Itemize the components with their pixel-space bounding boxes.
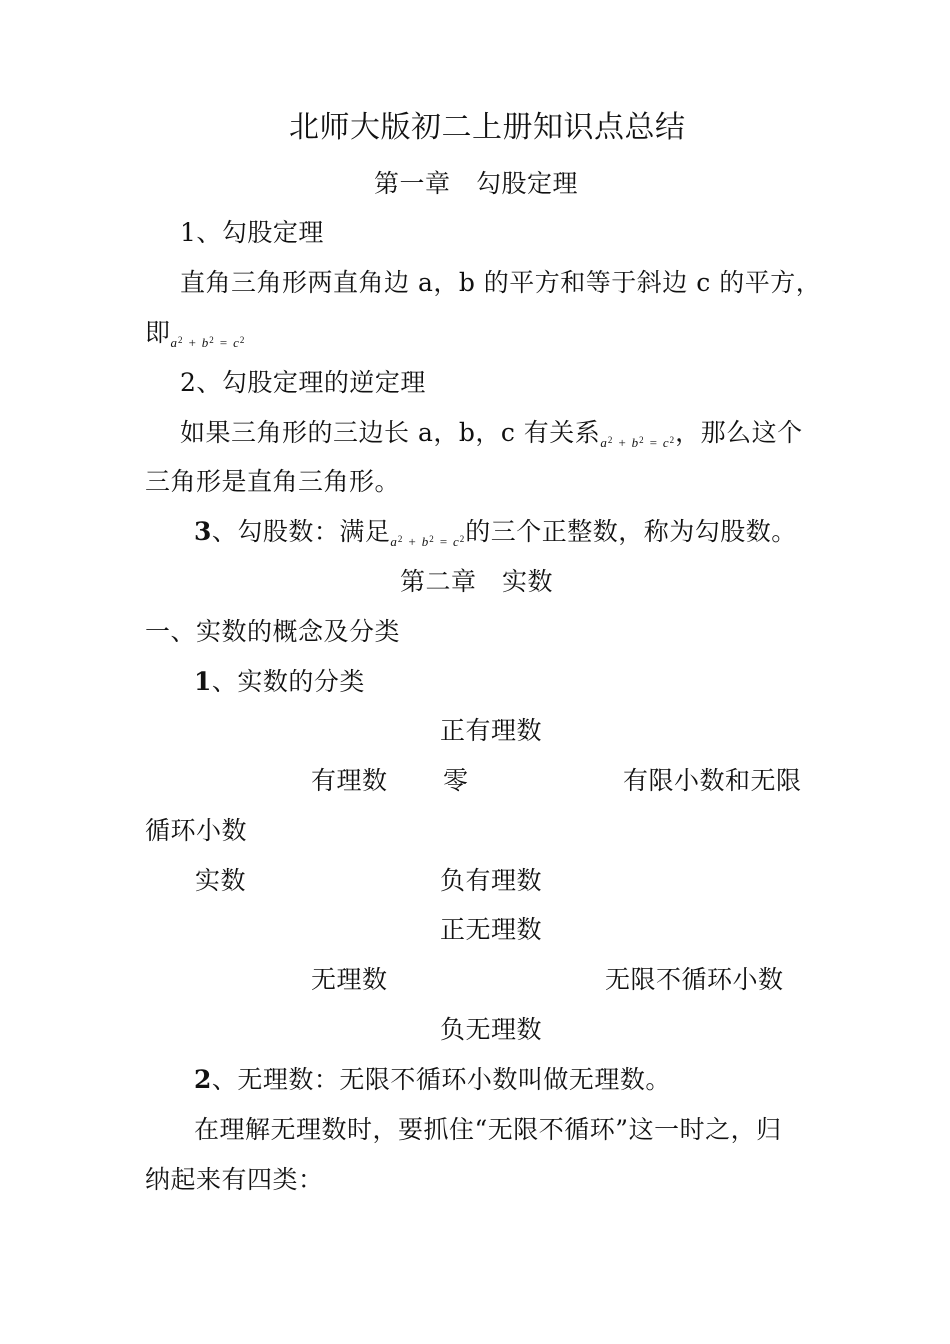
page-title: 北师大版初二上册知识点总结 <box>289 110 686 145</box>
subsection-2-text: 、无理数：无限不循环小数叫做无理数。 <box>211 1065 671 1094</box>
section-3-number: 3 <box>194 517 212 546</box>
subsection-2-number: 2 <box>194 1065 212 1094</box>
tree-positive-irrational: 正无理数 <box>440 915 543 944</box>
paragraph-3-line-1: 在理解无理数时，要抓住“无限不循环”这一时之，归 <box>194 1115 782 1144</box>
tree-rational-desc-line-2: 循环小数 <box>145 816 248 845</box>
paragraph-2-text-post: ，那么这个 <box>675 418 803 447</box>
paragraph-1-line-2 <box>145 318 245 358</box>
subsection-1-heading <box>194 667 365 697</box>
section-3-text-post: 的三个正整数，称为勾股数。 <box>465 517 797 546</box>
section-1-heading: 1、勾股定理 <box>180 218 324 247</box>
paragraph-1-prefix: 即 <box>145 318 171 347</box>
section-3-line <box>194 517 797 557</box>
paragraph-1-line-1: 直角三角形两直角边 a，b 的平方和等于斜边 c 的平方， <box>180 268 822 297</box>
tree-irrational-desc: 无限不循环小数 <box>605 965 784 994</box>
section-3-text-pre: 、勾股数：满足 <box>211 517 391 546</box>
section-2-heading: 2、勾股定理的逆定理 <box>180 368 426 397</box>
tree-negative-irrational: 负无理数 <box>440 1015 543 1044</box>
pythagorean-formula: a2 + b2 = c2 <box>600 435 676 450</box>
paragraph-2-line-1 <box>180 418 803 458</box>
pythagorean-formula: a2 + b2 = c2 <box>390 534 466 549</box>
tree-real: 实数 <box>195 866 247 895</box>
chapter-2-heading: 第二章 实数 <box>400 567 554 596</box>
paragraph-3-line-2: 纳起来有四类： <box>145 1165 324 1194</box>
paragraph-2-line-2: 三角形是直角三角形。 <box>145 467 401 496</box>
subsection-2-line <box>194 1065 671 1095</box>
tree-zero: 零 <box>443 766 469 795</box>
pythagorean-formula: a2 + b2 = c2 <box>170 335 246 350</box>
section-heading-1: 一、实数的概念及分类 <box>145 617 401 646</box>
tree-positive-rational: 正有理数 <box>440 716 543 745</box>
subsection-1-label: 、实数的分类 <box>211 667 365 696</box>
chapter-1-heading: 第一章 勾股定理 <box>374 169 579 198</box>
paragraph-2-text-pre: 如果三角形的三边长 a，b，c 有关系 <box>180 418 601 447</box>
tree-rational: 有理数 <box>311 766 388 795</box>
tree-rational-desc-line-1: 有限小数和无限 <box>623 766 802 795</box>
subsection-1-number: 1 <box>194 667 212 696</box>
tree-irrational: 无理数 <box>311 965 388 994</box>
tree-negative-rational: 负有理数 <box>440 866 543 895</box>
